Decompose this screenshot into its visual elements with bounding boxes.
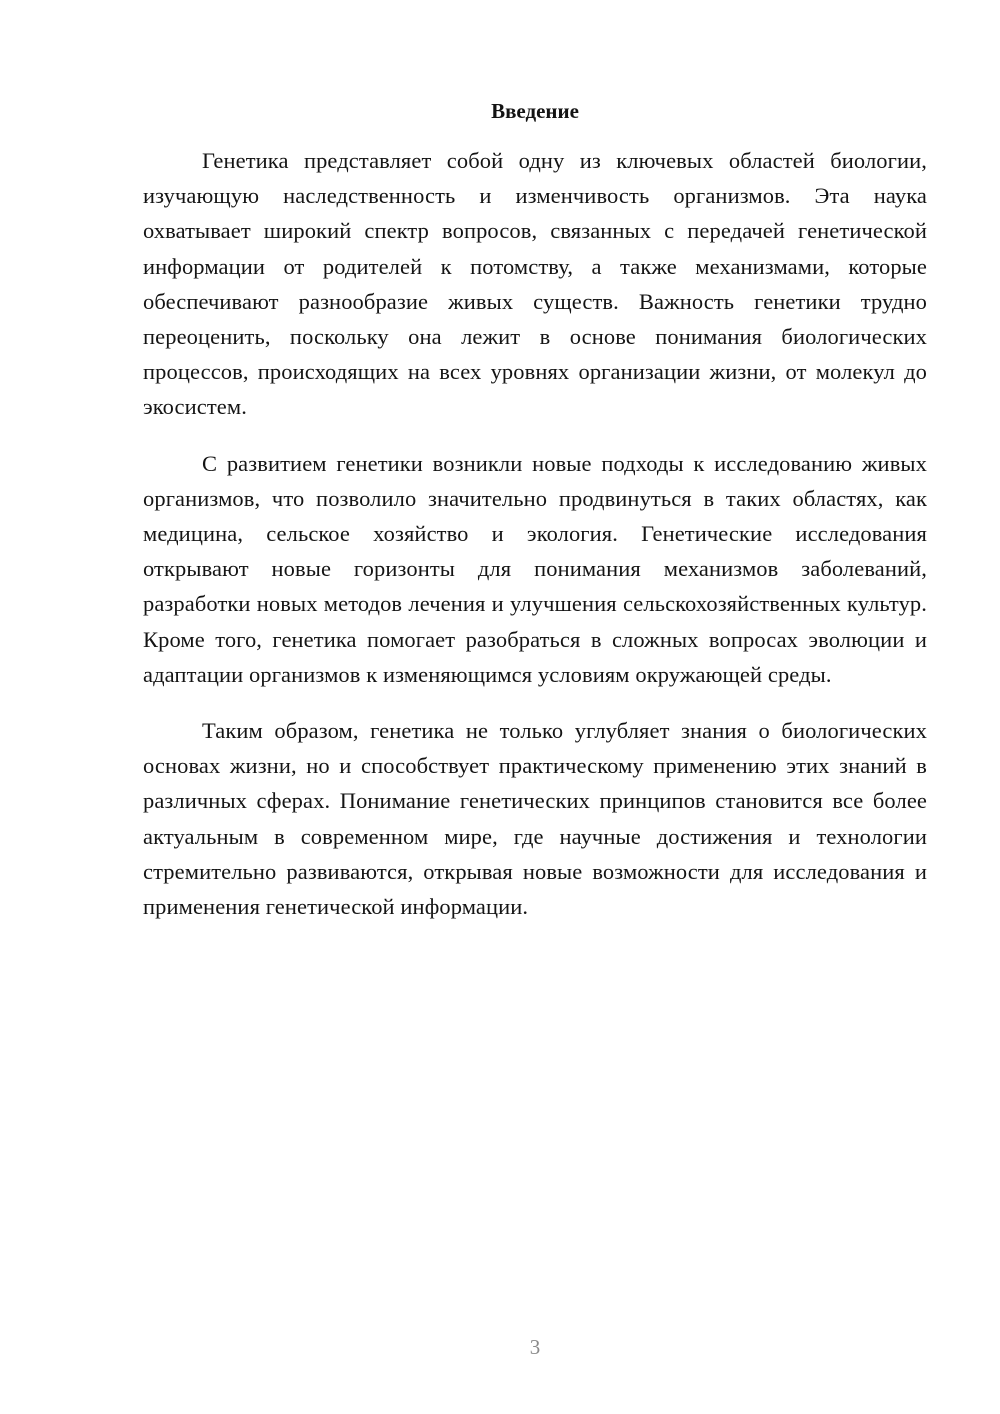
page-title: Введение bbox=[491, 99, 579, 123]
paragraph-3: Таким образом, генетика не только углубляет знания о биологических основах жизни, но и способствует практическому применению этих знаний в различных сферах. Понимание генетических принципов становится все более актуальным в современном мире, где научные достижения и технологии стремительно развиваются, открывая новые возможности для исследования и применения генетической информации. bbox=[143, 718, 927, 920]
document-body bbox=[143, 143, 927, 945]
paragraph-2: С развитием генетики возникли новые подходы к исследованию живых организмов, что позволило значительно продвинуться в таких областях, как медицина, сельское хозяйство и экология. Генетические исследования открывают новые горизонты для понимания механизмов заболеваний, разработки новых методов лечения и улучшения сельскохозяйственных культур. Кроме того, генетика помогает разобраться в сложных вопросах эволюции и адаптации организмов к изменяющимся условиям окружающей среды. bbox=[143, 450, 927, 687]
paragraph-1: Генетика представляет собой одну из ключевых областей биологии, изучающую наследственность и изменчивость организмов. Эта наука охватывает широкий спектр вопросов, связанных с передачей генетической информации от родителей к потомству, а также механизмами, которые обеспечивают разнообразие живых существ. Важность генетики трудно переоценить, поскольку она лежит в основе понимания биологических процессов, происходящих на всех уровнях организации жизни, от молекул до экосистем. bbox=[143, 148, 927, 420]
page-number: 3 bbox=[529, 1335, 541, 1359]
